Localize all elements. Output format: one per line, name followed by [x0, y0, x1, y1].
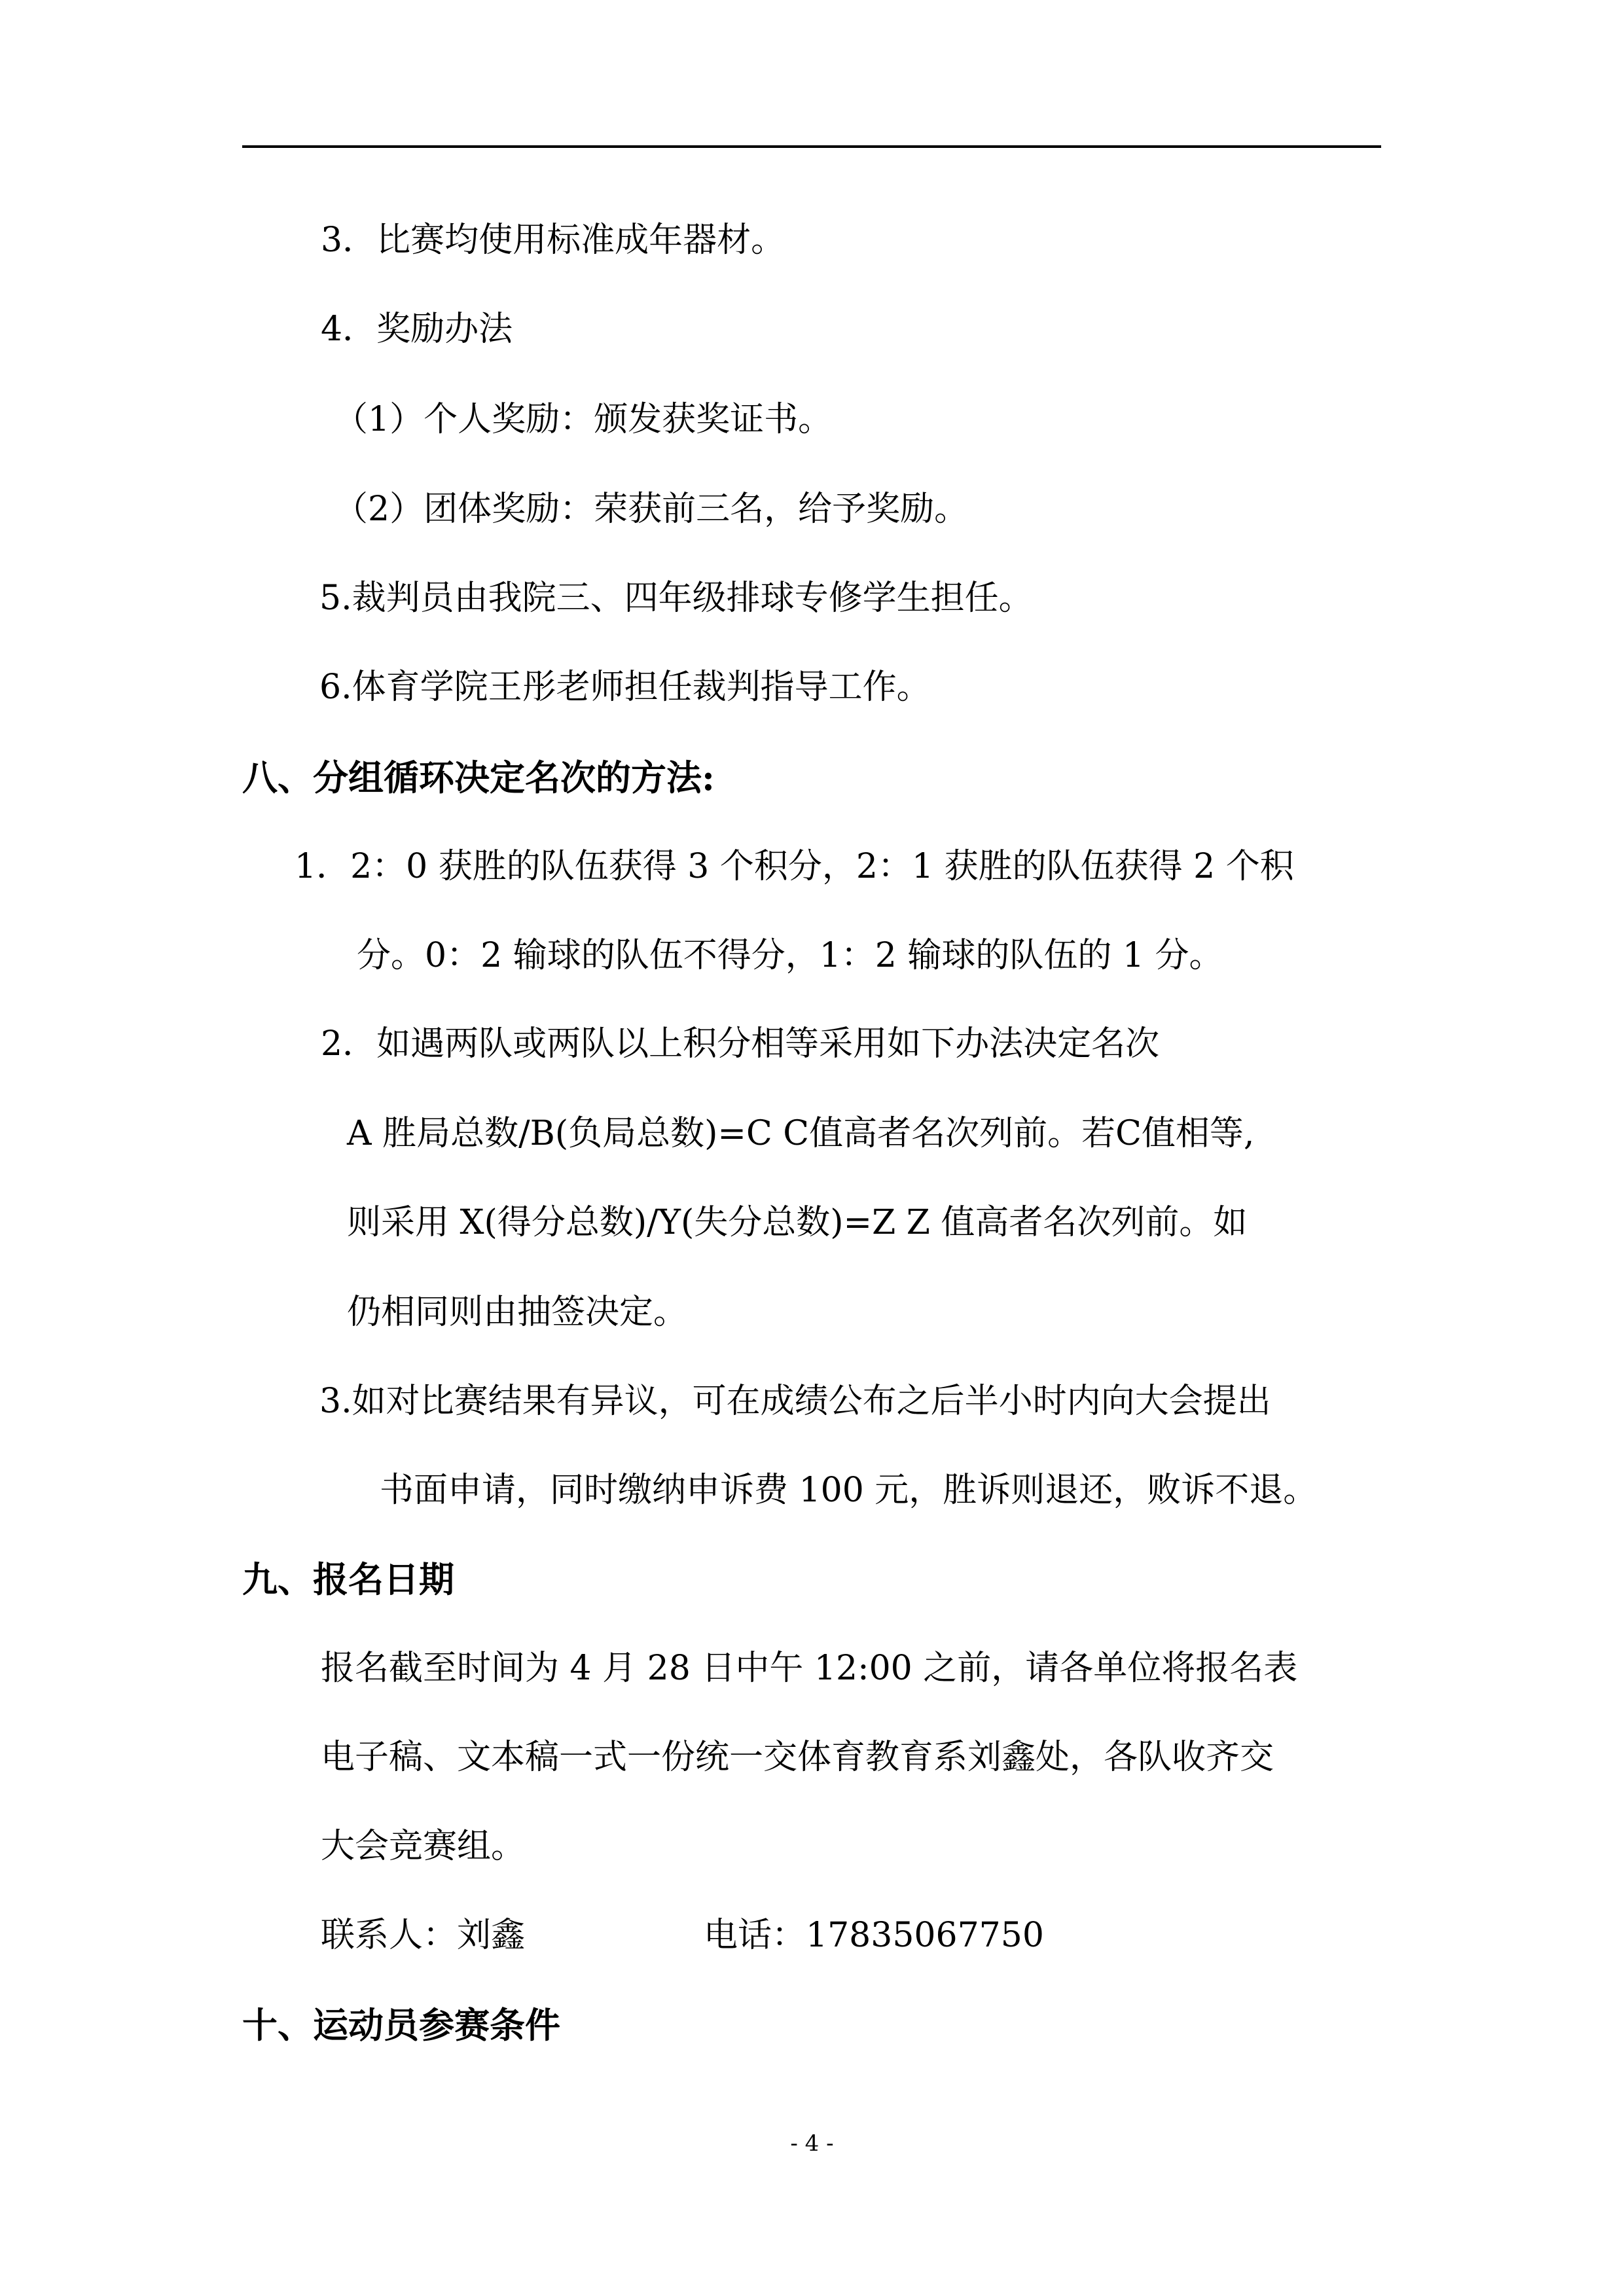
ranking-formula-line1: A 胜局总数/B(负局总数)=C C值高者名次列前。若C值相等, [347, 1114, 1255, 1153]
award-team: （2）团体奖励：荣获前三名，给予奖励。 [334, 490, 969, 529]
rule-6-referee-guidance: 6.体育学院王彤老师担任裁判指导工作。 [319, 668, 931, 707]
ranking-rule-3-line2: 书面申请，同时缴纳申诉费 100 元，胜诉则退还，败诉不退。 [380, 1471, 1318, 1510]
ranking-formula-line2: 则采用 X(得分总数)/Y(失分总数)=Z Z 值高者名次列前。如 [347, 1203, 1248, 1242]
rule-5-referees: 5.裁判员由我院三、四年级排球专修学生担任。 [319, 579, 1033, 618]
section-9-heading: 九、报名日期 [242, 1558, 454, 1600]
section-8-heading: 八、分组循环决定名次的方法: [242, 757, 715, 798]
registration-line2: 电子稿、文本稿一式一份统一交体育教育系刘鑫处，各队收齐交 [321, 1738, 1274, 1777]
contact-person: 联系人：刘鑫 [321, 1916, 526, 1955]
page-number: - 4 - [790, 2130, 834, 2157]
rule-4-awards-title: 4．奖励办法 [321, 310, 513, 349]
ranking-rule-1-line2: 分。0：2 输球的队伍不得分，1：2 输球的队伍的 1 分。 [357, 936, 1223, 975]
award-individual: （1）个人奖励：颁发获奖证书。 [334, 400, 833, 439]
registration-line1: 报名截至时间为 4 月 28 日中午 12:00 之前，请各单位将报名表 [321, 1649, 1298, 1688]
registration-line3: 大会竞赛组。 [321, 1827, 526, 1866]
ranking-rule-3-line1: 3.如对比赛结果有异议，可在成绩公布之后半小时内向大会提出 [319, 1382, 1271, 1421]
ranking-formula-line3: 仍相同则由抽签决定。 [347, 1293, 688, 1332]
header-rule [242, 145, 1381, 148]
contact-phone: 电话：17835067750 [704, 1916, 1044, 1955]
ranking-rule-2-title: 2．如遇两队或两队以上积分相等采用如下办法决定名次 [321, 1024, 1160, 1064]
section-10-heading: 十、运动员参赛条件 [242, 2004, 560, 2046]
ranking-rule-1-line1: 1．2：0 获胜的队伍获得 3 个积分，2：1 获胜的队伍获得 2 个积 [295, 847, 1294, 886]
rule-3-equipment: 3．比赛均使用标准成年器材。 [321, 221, 785, 260]
